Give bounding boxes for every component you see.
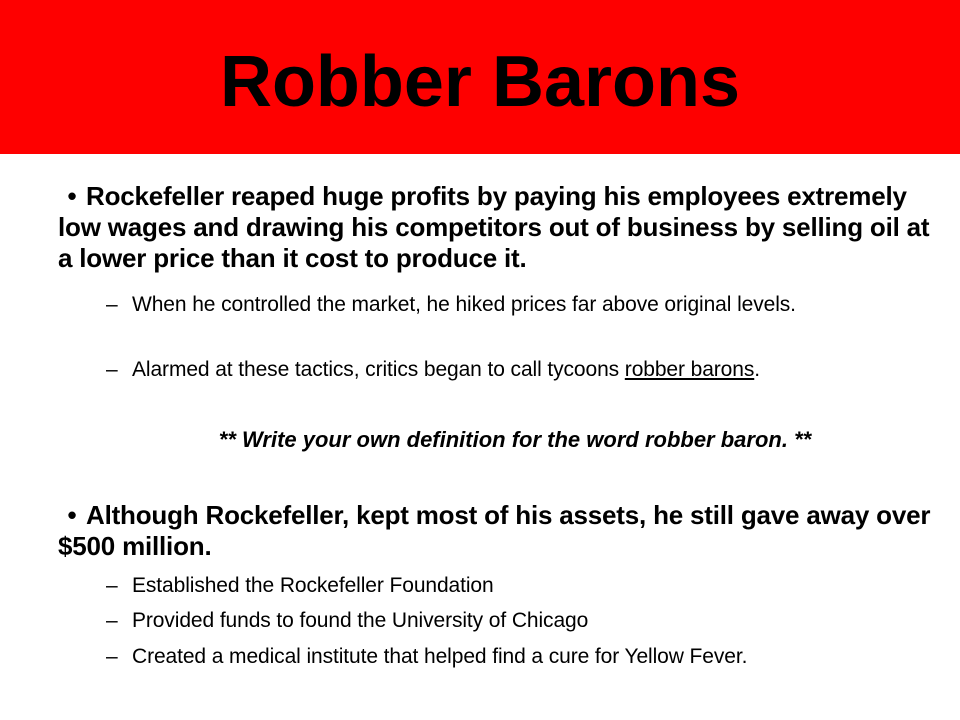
bullet-marker: • [67,181,77,211]
sub-bullet-text: Provided funds to found the University of Chicago [132,609,589,632]
sub-bullet-marker: – [106,574,118,597]
bullet-text: Rockefeller reaped huge profits by paying his employees extremely low wages and drawing his competitors out of business by selling oil at a lower price than it cost to produce it. [58,181,930,273]
sub-bullet-text: Created a medical institute that helped find a cure for Yellow Fever. [132,645,748,668]
slide-title: Robber Barons [219,42,741,122]
bullet-marker: • [67,500,77,530]
sub-bullet-text-end: . [754,358,760,381]
bullet-rockefeller-philanthropy [58,500,938,562]
sub-bullet-marker: – [106,358,118,381]
sub-bullet-university-chicago [106,607,906,635]
robber-barons-term: robber barons [624,358,755,381]
sub-bullet-robber-barons [106,356,906,384]
bullet-rockefeller-profits [58,181,938,274]
sub-bullet-marker: – [106,609,118,632]
title-bar [0,0,960,154]
bullet-text: Although Rockefeller, kept most of his assets, he still gave away over $500 million. [58,500,931,561]
sub-bullet-foundation [106,572,906,600]
sub-bullet-text: Established the Rockefeller Foundation [132,574,494,597]
definition-prompt: ** Write your own definition for the word robber baron. ** [218,427,812,452]
sub-bullet-text: When he controlled the market, he hiked prices far above original levels. [132,293,796,316]
sub-bullet-text: Alarmed at these tactics, critics began to call tycoons [132,358,625,381]
sub-bullet-medical-institute [106,643,906,671]
sub-bullet-marker: – [106,293,118,316]
sub-bullet-marker: – [106,645,118,668]
sub-bullet-hiked-prices [106,291,906,319]
